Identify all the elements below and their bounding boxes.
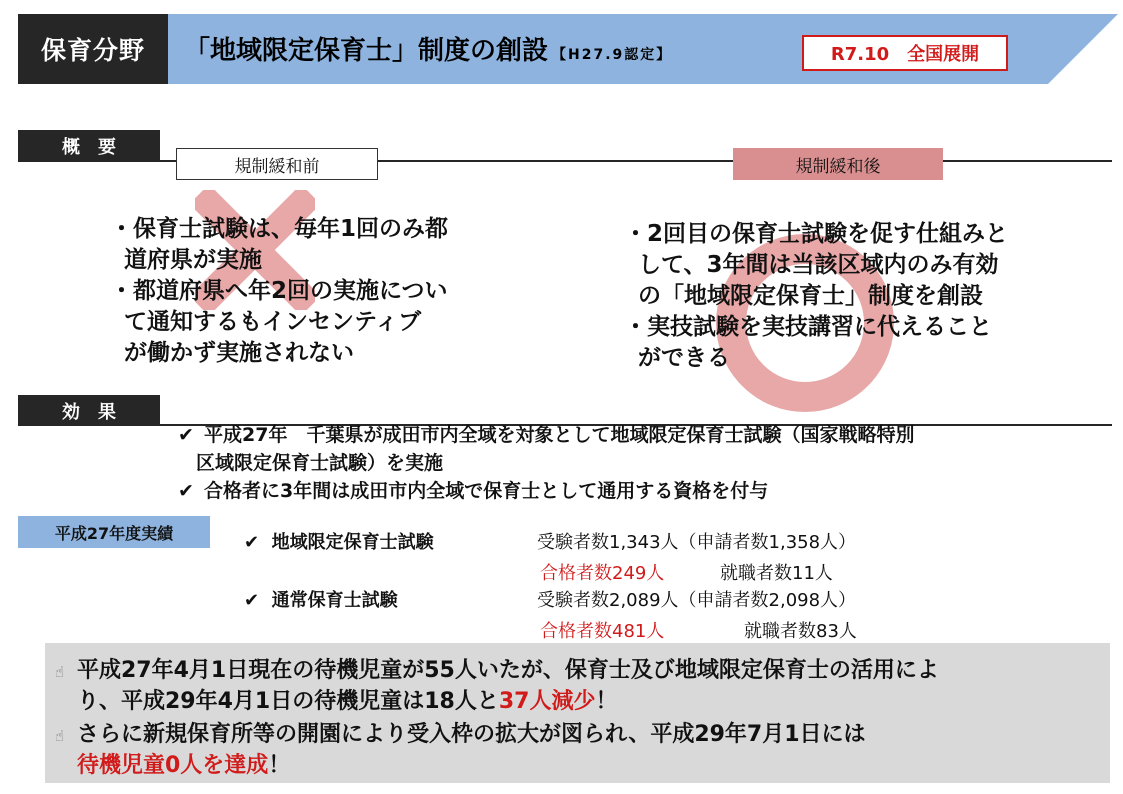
after-bullets (624, 219, 1008, 374)
effect-item-text: 平成27年 千葉県が成田市内全域を対象として地域限定保育士試験（国家戦略特別 (204, 424, 915, 446)
result-name: 地域限定保育士試験 (271, 532, 434, 553)
page-title-main: 「地域限定保育士」制度の創設 (184, 36, 549, 66)
after-line: の「地域限定保育士」制度を創設 (638, 283, 983, 309)
summary-text: さらに新規保育所等の開園により受入枠の拡大が図られ、平成29年7月1日には (77, 722, 866, 747)
page-title (184, 30, 672, 67)
summary-highlight: 37人減少 (498, 689, 596, 714)
summary-text: 平成27年4月1日現在の待機児童が55人いたが、保育士及び地域限定保育士の活用によ (77, 658, 939, 683)
before-line: ・都道府県へ年2回の実施につい (110, 278, 448, 304)
check-icon: ✔ (178, 424, 194, 446)
result-row-2-examinees: 受験者数2,089人（申請者数2,098人） (537, 590, 857, 611)
result-row-1-name (244, 528, 434, 554)
result-name: 通常保育士試験 (271, 590, 398, 611)
summary-text: ！ (595, 689, 618, 714)
after-line: して、3年間は当該区域内のみ有効 (638, 252, 999, 278)
check-icon: ✔ (244, 532, 260, 553)
result-row-2-name (244, 586, 398, 612)
result-row-2-employed: 就職者数83人 (744, 621, 857, 642)
overview-label: 概 要 (18, 130, 160, 161)
summary-text: ！ (268, 753, 291, 778)
after-line: ・実技試験を実技講習に代えること (624, 314, 992, 340)
effect-item-text: 合格者に3年間は成田市内全域で保育士として通用する資格を付与 (204, 480, 769, 502)
effect-item-text: 区域限定保育士試験）を実施 (196, 452, 444, 474)
summary-line-4 (77, 748, 290, 779)
effect-item (178, 449, 914, 477)
after-label: 規制緩和後 (733, 148, 943, 180)
before-bullets (110, 214, 448, 369)
check-icon: ✔ (178, 480, 194, 502)
summary-line-2 (77, 684, 618, 715)
results-label: 平成27年度実績 (18, 516, 210, 548)
check-icon: ✔ (244, 590, 260, 611)
result-row-1-employed: 就職者数11人 (720, 563, 833, 584)
summary-line-1 (55, 653, 939, 684)
result-row-1-examinees: 受験者数1,343人（申請者数1,358人） (537, 532, 857, 553)
effect-item (178, 421, 914, 449)
effect-item (178, 477, 914, 505)
summary-text: り、平成29年4月1日の待機児童は18人と (77, 689, 499, 714)
summary-highlight: 待機児童0人を達成 (77, 753, 269, 778)
after-line: ができる (638, 345, 730, 371)
before-line: ・保育士試験は、毎年1回のみ都 (110, 216, 449, 242)
page-title-sub: 【H27.9認定】 (552, 47, 673, 63)
result-row-1-passed: 合格者数249人 (540, 563, 665, 584)
before-line: 道府県が実施 (124, 247, 262, 273)
rollout-badge: R7.10 全国展開 (802, 35, 1008, 71)
after-line: ・2回目の保育士試験を促す仕組みと (624, 221, 1009, 247)
effect-label: 効 果 (18, 395, 160, 426)
before-line: が働かず実施されない (124, 340, 354, 366)
before-line: て通知するもインセンティブ (124, 309, 422, 335)
result-row-2-passed: 合格者数481人 (540, 621, 665, 642)
pointing-hand-icon: ☝ (55, 727, 65, 745)
summary-line-3 (55, 717, 866, 748)
field-label: 保育分野 (18, 14, 168, 84)
effect-list (178, 421, 914, 505)
pointing-hand-icon: ☝ (55, 663, 65, 681)
before-label: 規制緩和前 (176, 148, 378, 180)
